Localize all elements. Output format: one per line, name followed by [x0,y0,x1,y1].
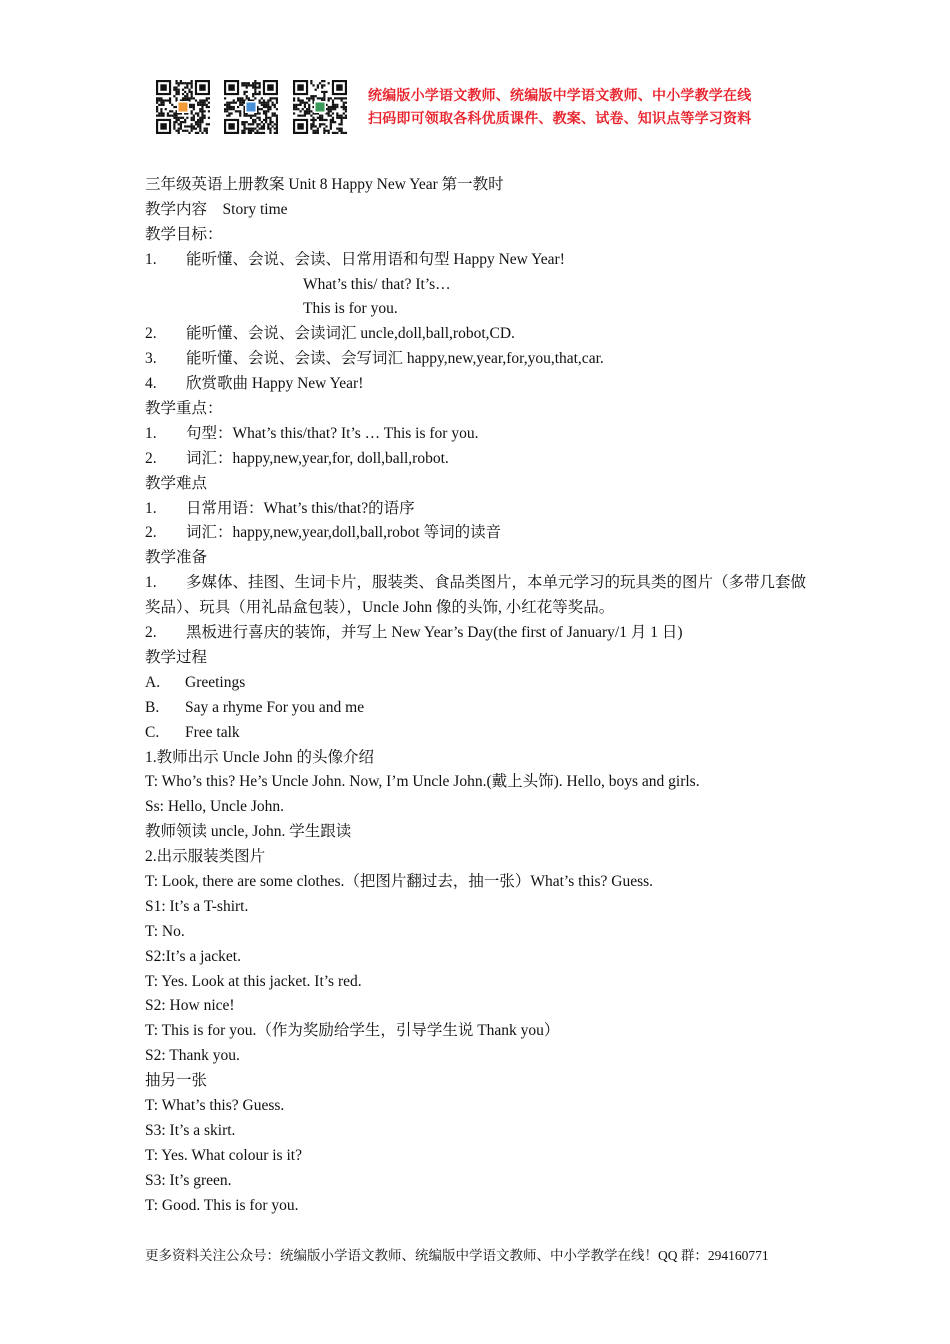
key-points-heading: 教学重点： [145,400,223,418]
step-text: Greetings [185,673,246,691]
item-text: 能听懂、会说、会读、日常用语和句型 Happy New Year! [186,250,565,268]
objective-item [145,322,815,347]
difficult-points-heading: 教学难点 [145,474,208,492]
dialogue-line: S2:It’s a jacket. [145,947,241,965]
item-number: 1. [145,424,157,442]
dialogue-line: S3: It’s green. [145,1171,232,1189]
dialogue-line: S2: Thank you. [145,1047,240,1065]
dialogue-line: S2: How nice! [145,997,235,1015]
dialogue-line: T: Who’s this? He’s Uncle John. Now, I’m Uncle John.(戴上头饰). Hello, boys and girls. [145,773,700,791]
content-value: Story time [222,200,288,218]
process-heading: 教学过程 [145,648,208,666]
item-text: 多媒体、挂图、生词卡片，服装类、食品类图片，本单元学习的玩具类的图片（多带几套做奖品）、玩具（用礼品盒包装），Uncle John 像的头饰, 小红花等奖品。 [145,574,807,617]
dialogue-line: 教师领读 uncle, John. 学生跟读 [145,823,352,841]
item-text: 词汇：happy,new,year,for, doll,ball,robot. [186,449,449,467]
key-point-item [145,447,815,472]
preparation-heading: 教学准备 [145,549,208,567]
dialogue-line: 2.出示服装类图片 [145,848,266,866]
objective-item [145,273,815,298]
item-text: 词汇：happy,new,year,doll,ball,robot 等词的读音 [186,524,502,542]
promo-text [368,85,818,131]
qr-code-icon[interactable] [156,80,210,134]
teaching-content [145,198,815,223]
item-number: 2. [145,624,157,642]
qr-code-icon[interactable] [293,80,347,134]
objective-item [145,372,815,397]
process-step [145,696,815,721]
item-number: 2. [145,524,157,542]
process-step [145,721,815,746]
objective-item [145,297,815,322]
item-number: 1. [145,574,157,592]
dialogue-line: Ss: Hello, Uncle John. [145,798,285,816]
dialogue-line: 1.教师出示 Uncle John 的头像介绍 [145,748,375,766]
step-letter: B. [145,698,160,716]
item-number: 3. [145,350,157,368]
item-number: 2. [145,449,157,467]
objectives-heading: 教学目标： [145,225,223,243]
promo-banner [156,80,816,136]
dialogue-line: 抽另一张 [145,1072,208,1090]
item-text: 能听懂、会说、会读、会写词汇 happy,new,year,for,you,that,car. [186,350,604,368]
dialogue-line: T: Look, there are some clothes.（把图片翻过去，抽一张）What’s this? Guess. [145,872,654,890]
objective-item [145,347,815,372]
lesson-plan-body [145,173,815,1218]
dialogue-line: T: No. [145,922,185,940]
step-letter: A. [145,673,161,691]
item-number: 4. [145,375,157,393]
objective-item [145,248,815,273]
dialogue-line: S3: It’s a skirt. [145,1121,236,1139]
item-text: 欣赏歌曲 Happy New Year! [186,375,364,393]
step-letter: C. [145,723,160,741]
difficult-point-item [145,521,815,546]
item-number: 1. [145,499,157,517]
item-number: 2. [145,325,157,343]
item-text: What’s this/ that? It’s… [303,275,451,293]
dialogue-line: S1: It’s a T-shirt. [145,897,249,915]
qr-code-icon[interactable] [224,80,278,134]
step-text: Say a rhyme For you and me [185,698,365,716]
preparation-item [145,571,815,621]
item-text: 句型：What’s this/that? It’s … This is for you. [186,424,479,442]
item-text: This is for you. [303,300,398,318]
page-footer: 更多资料关注公众号：统编版小学语文教师、统编版中学语文教师、中小学教学在线！QQ 群：294160771 [145,1248,769,1263]
doc-title: 三年级英语上册教案 Unit 8 Happy New Year 第一教时 [145,176,504,193]
dialogue-line: T: This is for you.（作为奖励给学生，引导学生说 Thank you） [145,1022,560,1040]
difficult-point-item [145,497,815,522]
item-text: 黑板进行喜庆的装饰，并写上 New Year’s Day(the first of January/1 月 1 日) [186,624,683,642]
dialogue-line: T: Good. This is for you. [145,1196,299,1214]
item-text: 能听懂、会说、会读词汇 uncle,doll,ball,robot,CD. [186,325,515,343]
item-text: 日常用语：What’s this/that?的语序 [186,499,415,517]
dialogue-line: T: What’s this? Guess. [145,1096,285,1114]
step-text: Free talk [185,723,240,741]
content-label: 教学内容 [145,200,208,218]
preparation-item [145,621,815,646]
dialogue-line: T: Yes. Look at this jacket. It’s red. [145,972,362,990]
item-number: 1. [145,250,157,268]
dialogue-line: T: Yes. What colour is it? [145,1146,302,1164]
promo-line-2: 扫码即可领取各科优质课件、教案、试卷、知识点等学习资料 [368,111,752,127]
promo-line-1: 统编版小学语文教师、统编版中学语文教师、中小学教学在线 [368,88,752,104]
key-point-item [145,422,815,447]
process-step [145,671,815,696]
